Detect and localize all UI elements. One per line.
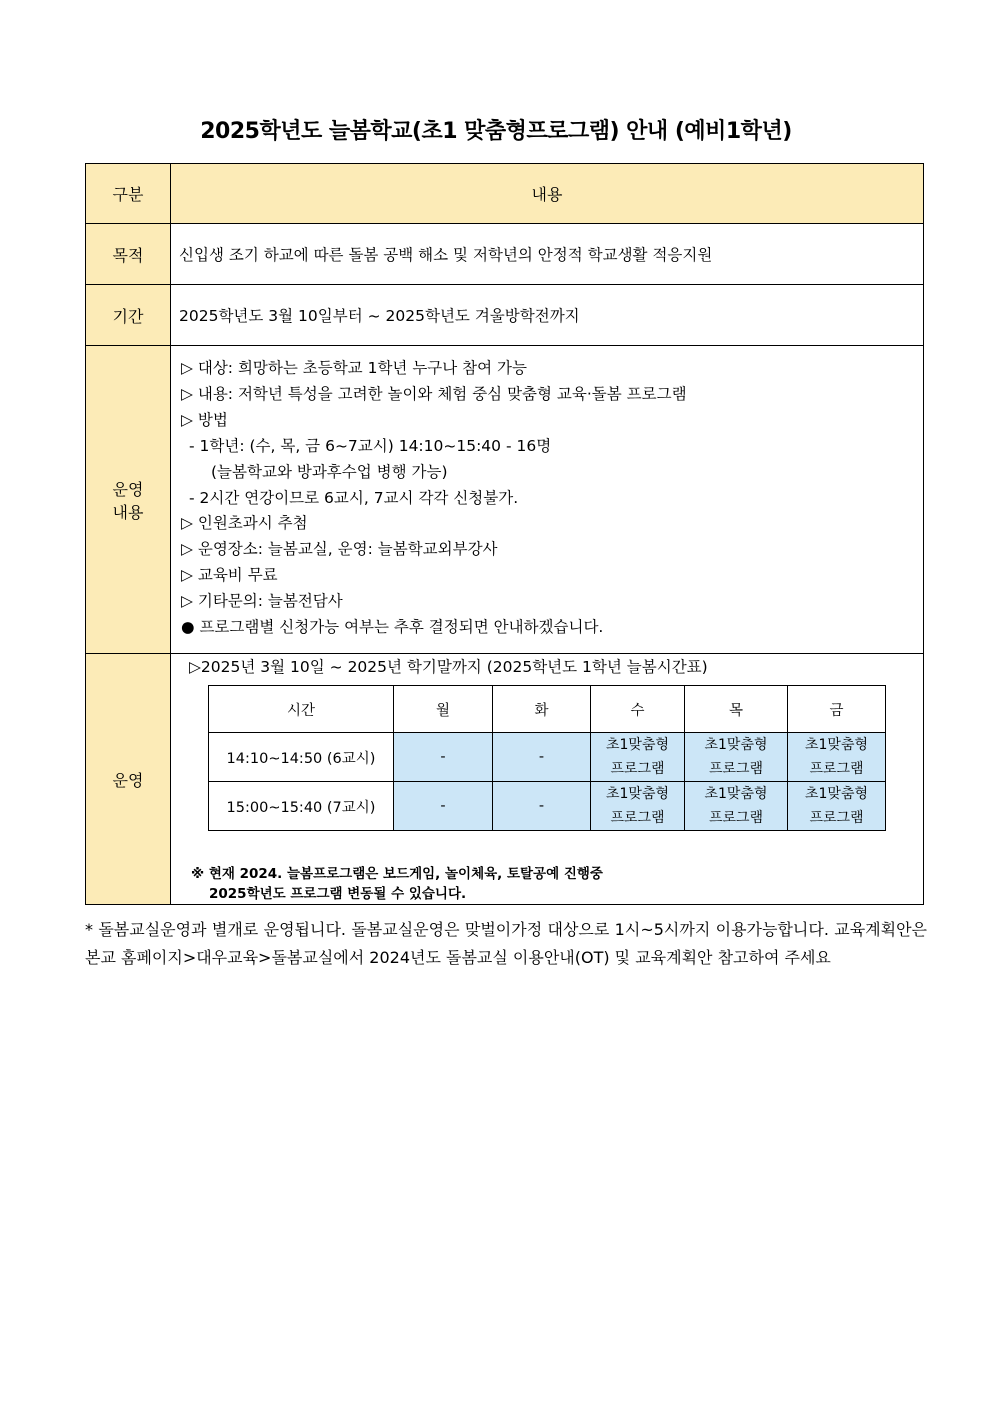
- col-fri: 금: [788, 686, 886, 733]
- note-line2: 2025학년도 프로그램 변동될 수 있습니다.: [209, 886, 467, 902]
- content-line-target: ▷ 대상: 희망하는 초등학교 1학년 누구나 참여 가능: [181, 359, 527, 377]
- content-line-inquiry: ▷ 기타문의: 늘봄전담사: [181, 592, 343, 611]
- header-content: 내용: [171, 164, 924, 224]
- schedule-header-row: [209, 686, 886, 733]
- purpose-text: 신입생 조기 하교에 따른 돌봄 공백 해소 및 저학년의 안정적 학교생활 적응지원: [171, 224, 924, 285]
- operation-content-label-line2: 내용: [112, 502, 144, 522]
- content-line-content: ▷ 내용: 저학년 특성을 고려한 놀이와 체험 중심 맞춤형 교육·돌봄 프로그램: [181, 384, 687, 403]
- page-title: 2025학년도 늘봄학교(초1 맞춤형프로그램) 안내 (예비1학년): [200, 119, 792, 144]
- note-line1: ※ 현재 2024. 늘봄프로그램은 보드게임, 놀이체육, 토탈공예 진행중: [191, 866, 603, 882]
- cell-program-label: 프로그램: [708, 810, 764, 826]
- cell-program-label: 프로그램: [809, 810, 864, 826]
- cell-wed: [591, 782, 685, 831]
- content-line-lottery: ▷ 인원초과시 추첨: [181, 514, 308, 533]
- cell-program-name: 초1맞춤형: [704, 786, 768, 802]
- cell-fri: [788, 733, 886, 782]
- col-time: 시간: [209, 686, 394, 733]
- footnote: * 돌봄교실운영과 별개로 운영됩니다. 돌봄교실운영은 맞벌이가정 대상으로 1시~5시까지 이용가능합니다. 교육계획안은 본교 홈페이지>대우교육>돌봄교실에서 2024년도 돌봄교실 이용안내(OT) 및 교육계획안 참고하여 주세요: [85, 920, 927, 967]
- row-time: 15:00~15:40 (7교시): [209, 782, 394, 831]
- period-text: 2025학년도 3월 10일부터 ~ 2025학년도 겨울방학전까지: [171, 285, 924, 346]
- schedule-row-period7: [209, 782, 886, 831]
- content-line-method: ▷ 방법: [181, 410, 228, 429]
- info-table: [85, 163, 924, 905]
- cell-fri: [788, 782, 886, 831]
- purpose-label: 목적: [86, 224, 171, 285]
- schedule-title: ▷2025년 3월 10일 ~ 2025년 학기말까지 (2025학년도 1학년 늘봄시간표): [189, 658, 708, 676]
- content-line-notice: ● 프로그램별 신청가능 여부는 추후 결정되면 안내하겠습니다.: [181, 618, 604, 637]
- operation-body: [171, 654, 924, 905]
- col-thu: 목: [685, 686, 788, 733]
- cell-wed: [591, 733, 685, 782]
- cell-program-name: 초1맞춤형: [704, 737, 768, 753]
- cell-thu: [685, 782, 788, 831]
- operation-content-label: [86, 346, 171, 654]
- schedule-row-period6: [209, 733, 886, 782]
- period-label: 기간: [86, 285, 171, 346]
- content-line-place: ▷ 운영장소: 늘봄교실, 운영: 늘봄학교외부강사: [181, 540, 498, 559]
- content-line-parallel: (늘봄학교와 방과후수업 병행 가능): [211, 462, 448, 481]
- row-time: 14:10~14:50 (6교시): [209, 733, 394, 782]
- cell-program-name: 초1맞춤형: [605, 786, 669, 802]
- cell-program-label: 프로그램: [610, 810, 665, 826]
- operation-content-label-line1: 운영: [112, 479, 144, 499]
- content-line-consecutive: - 2시간 연강이므로 6교시, 7교시 각각 신청불가.: [189, 488, 519, 507]
- content-line-fee: ▷ 교육비 무료: [181, 566, 278, 585]
- cell-thu: [685, 733, 788, 782]
- cell-program-label: 프로그램: [610, 761, 665, 777]
- header-category: 구분: [86, 164, 171, 224]
- col-tue: 화: [493, 686, 591, 733]
- col-mon: 월: [394, 686, 493, 733]
- cell-program-label: 프로그램: [708, 761, 764, 777]
- cell-program-name: 초1맞춤형: [804, 786, 868, 802]
- operation-content-body: [171, 346, 924, 654]
- cell-program-label: 프로그램: [809, 761, 864, 777]
- content-line-grade1: - 1학년: (수, 목, 금 6~7교시) 14:10~15:40 - 16명: [189, 436, 552, 455]
- schedule-note: [171, 864, 923, 904]
- cell-program-name: 초1맞춤형: [605, 737, 669, 753]
- cell-program-name: 초1맞춤형: [804, 737, 868, 753]
- operation-label: 운영: [86, 654, 171, 905]
- cell-mon: -: [394, 782, 493, 831]
- cell-tue: -: [493, 782, 591, 831]
- cell-mon: -: [394, 733, 493, 782]
- schedule-table: [208, 685, 886, 831]
- cell-tue: -: [493, 733, 591, 782]
- col-wed: 수: [591, 686, 685, 733]
